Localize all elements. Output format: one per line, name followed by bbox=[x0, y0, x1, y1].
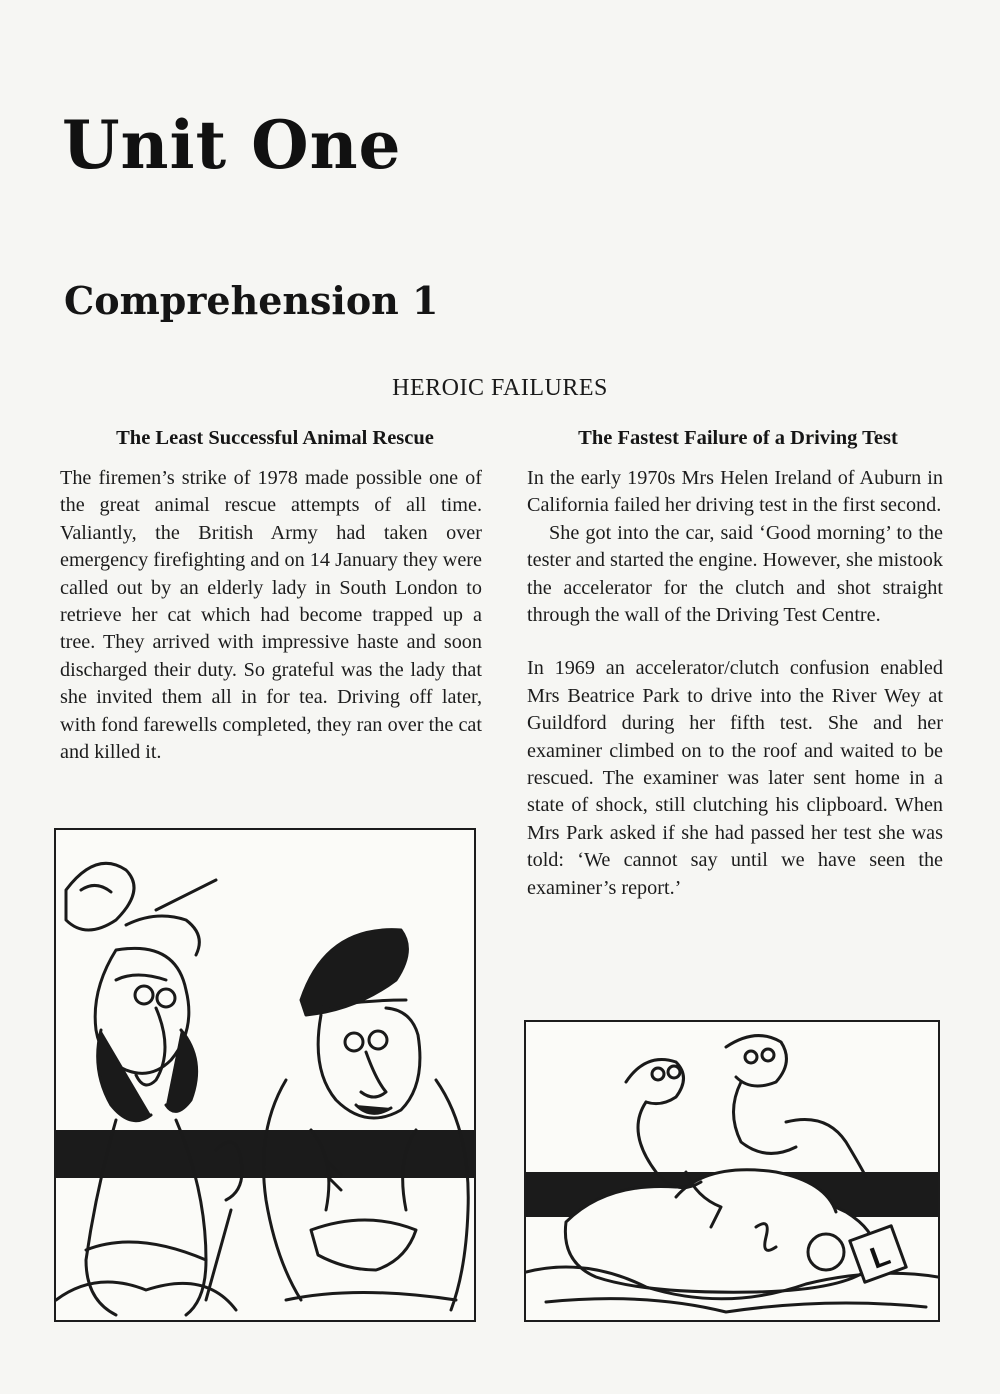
left-story bbox=[60, 423, 482, 766]
car-in-river-drawing bbox=[526, 1022, 938, 1320]
main-heading: HEROIC FAILURES bbox=[392, 375, 608, 401]
right-soldier-figure bbox=[264, 930, 469, 1310]
cartoon-car-in-river-illustration bbox=[524, 1020, 940, 1322]
left-soldier-figure bbox=[56, 863, 242, 1315]
right-story-paragraph-2: She got into the car, said ‘Good morning’ to the tester and started the engine. However, she mistook the accelerator for the clutch and shot straight through the wall of the Driving Test Centre. bbox=[527, 521, 943, 627]
unit-title: Unit One bbox=[62, 106, 402, 184]
cartoon-soldiers-illustration bbox=[54, 828, 476, 1322]
right-story-heading: The Fastest Failure of a Driving Test bbox=[578, 427, 898, 449]
right-story-paragraph-1: In the early 1970s Mrs Helen Ireland of Auburn in California failed her driving test in the first second. bbox=[527, 467, 943, 517]
learner-plate-letter: L bbox=[866, 1238, 895, 1276]
left-story-body: The firemen’s strike of 1978 made possible one of the great animal rescue attempts of all time. Valiantly, the British Army had taken over emergency firefighting and on 14 January they were called out by an elderly lady in South London to retrieve her cat which had become trapped up a tree. They arrived with impressive haste and soon discharged their duty. So grateful was the lady that she invited them all in for tea. Driving off later, with fond farewells completed, they ran over the cat and killed it. bbox=[60, 467, 482, 764]
right-story bbox=[527, 423, 943, 902]
left-story-heading: The Least Successful Animal Rescue bbox=[116, 427, 434, 449]
soldiers-drawing bbox=[56, 830, 474, 1320]
section-title: Comprehension 1 bbox=[64, 278, 439, 323]
right-story-paragraph-3: In 1969 an accelerator/clutch confusion enabled Mrs Beatrice Park to drive into the River Wey at Guildford during her fifth test. She and her examiner climbed on to the roof and waited to be rescued. The examiner was later sent home in a state of shock, still clutching his clipboard. When Mrs Park asked if she had passed her test she was told: ‘We cannot say until we have seen the examiner’s report.’ bbox=[527, 657, 943, 899]
